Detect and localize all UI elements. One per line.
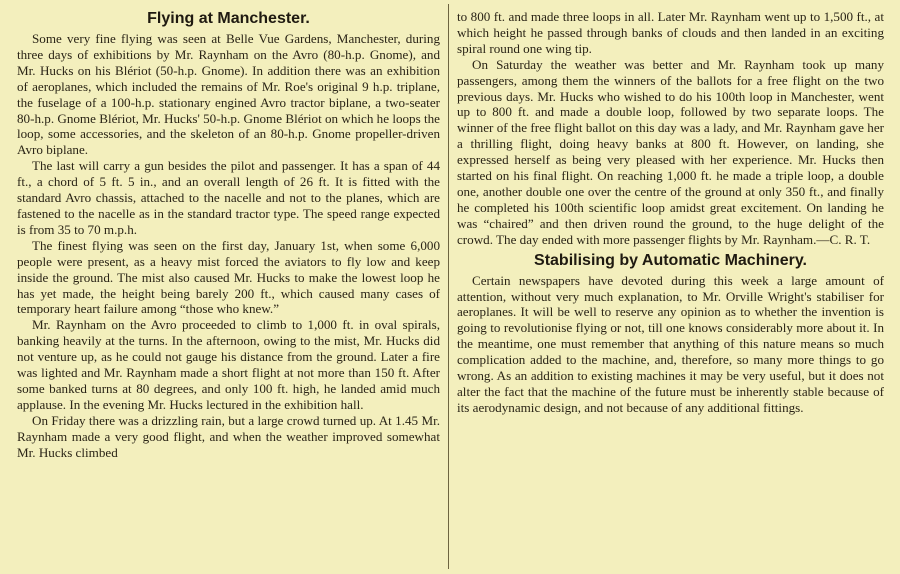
article-paragraph: The finest flying was seen on the first day, January 1st, when some 6,000 people were present, as a heavy mist forced the aviators to fly low and keep inside the ground. The mist also caused Mr. Hucks to make the lowest loop he has yet made, the height being barely 200 ft., which caused many cases of temporary heart failure among “those who knew.” — [17, 237, 440, 317]
article-paragraph-continuation: to 800 ft. and made three loops in all. Later Mr. Raynham went up to 1,500 ft., at which height he passed through banks of clouds and then landed in an exciting spiral round one wing tip. — [457, 9, 884, 56]
article-paragraph: On Friday there was a drizzling rain, but a large crowd turned up. At 1.45 Mr. Raynham made a very good flight, and when the weather improved somewhat Mr. Hucks climbed — [17, 412, 440, 460]
left-column — [17, 9, 440, 460]
article-paragraph: Certain newspapers have devoted during this week a large amount of attention, without very much explanation, to Mr. Orville Wright's stabiliser for aeroplanes. It will be well to reserve any opinion as to whether the invention is going to revolutionise flying or not, till one knows considerably more about it. In the meantime, one must remember that anything of this nature means so much complication added to the machine, and, therefore, so many more things to go wrong. As an addition to existing machines it may be very useful, but it does not alter the fact that the machine of the future must be inherently stable because of its aerodynamic design, and not because of any additional fittings. — [457, 272, 884, 415]
article-paragraph: Mr. Raynham on the Avro proceeded to climb to 1,000 ft. in oval spirals, banking heavily at the turns. In the afternoon, owing to the mist, Mr. Hucks did not venture up, as he could not gauge his distance from the ground. Later a fire was lighted and Mr. Raynham made a short flight at not more than 150 ft. After some banked turns at 80 degrees, and only 100 ft. high, he landed amid much applause. In the evening Mr. Hucks lectured in the exhibition hall. — [17, 317, 440, 412]
article-title-stabilising: Stabilising by Automatic Machinery. — [534, 251, 807, 269]
column-divider — [448, 4, 449, 569]
article-paragraph: The last will carry a gun besides the pilot and passenger. It has a span of 44 ft., a chord of 5 ft. 5 in., and an overall length of 26 ft. It is fitted with the standard Avro chassis, attached to the nacelle and not to the planes, which are fastened to the nacelle as in the standard tractor type. The speed range expected is from 35 to 70 m.p.h. — [17, 158, 440, 237]
right-column — [457, 9, 884, 416]
article-title-flying-at-manchester: Flying at Manchester. — [147, 10, 310, 27]
article-paragraph: On Saturday the weather was better and Mr. Raynham took up many passengers, among them the winners of the ballots for a free flight on the two previous days. Mr. Hucks who wished to do his 100th loop in Manchester, went up to 800 ft. and made a double loop, followed by two separate loops. The winner of the free flight ballot on this day was a lady, and Mr. Raynham gave her a thrilling flight, doing heavy banks at 800 ft. However, on landing, she expressed herself as being very pleased with her experience. Mr. Hucks then started on his final flight. On reaching 1,000 ft. he made a triple loop, a double one, another double one over the centre of the ground at only 350 ft., and finally he completed his 100th scientific loop amidst great excitement. On landing he was “chaired” and then driven round the ground, to the huge delight of the crowd. The day ended with more passenger flights by Mr. Raynham.—C. R. T. — [457, 56, 884, 247]
article-paragraph: Some very fine flying was seen at Belle Vue Gardens, Manchester, during three days of exhibitions by Mr. Raynham on the Avro (80-h.p. Gnome), and Mr. Hucks on his Blériot (50-h.p. Gnome). In addition there was an exhibition of aeroplanes, which included the remains of Mr. Roe's original 9 h.p. triplane, the fuselage of a 100-h.p. stationary engined Avro tractor biplane, a two-seater 80-h.p. Gnome Blériot, Mr. Hucks' 50-h.p. Gnome Blériot on which he loops the loop, some accessories, and the skeleton of an 80-h.p. Gnome propeller-driven Avro biplane. — [17, 31, 440, 158]
